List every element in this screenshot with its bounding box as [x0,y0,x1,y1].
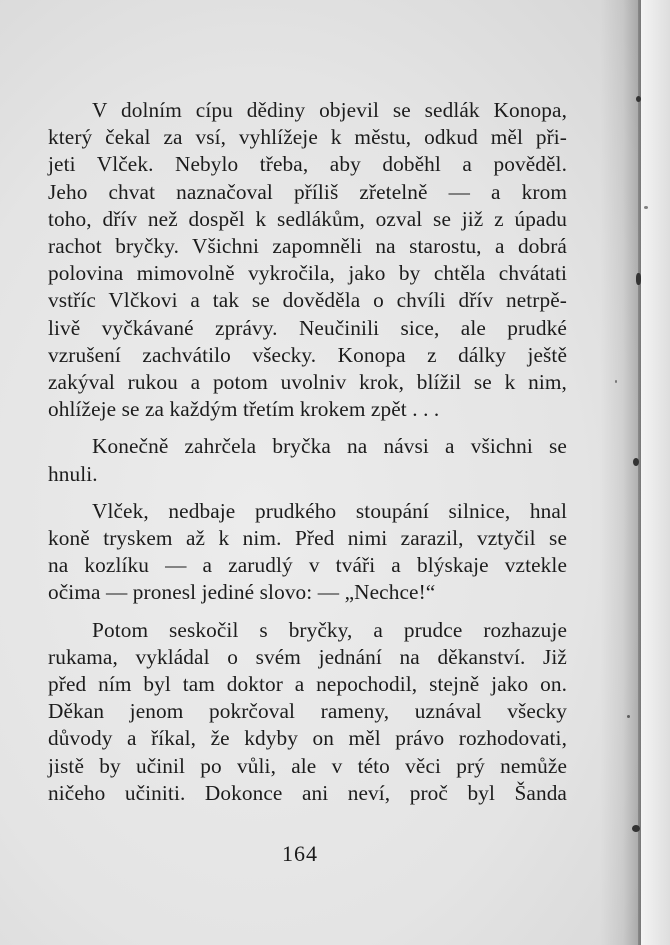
paragraph-2 [48,433,567,487]
paper-speck [632,825,640,832]
text-line: koně tryskem až k nim. Před nimi zarazil, vztyčil se [48,526,567,551]
text-line: Potom seskočil s bryčky, a prudce rozhazuje [92,617,567,642]
body-text [48,97,567,807]
text-line: Jeho chvat naznačoval příliš zřetelně — a krom [48,179,567,204]
text-line: vstříc Vlčkovi a tak se dověděla o chvíli dřív netrpě- [48,288,567,313]
text-line: Konečně zahrčela bryčka na návsi a všichni se [92,434,567,459]
text-line: hnuli. [48,461,98,486]
text-line: rachot bryčky. Všichni zapomněli na starostu, a dobrá [48,234,567,259]
text-line: vzrušení zachvátilo všecky. Konopa z dálky ještě [48,342,567,367]
text-line: rukama, vykládal o svém jednání na děkanství. Již [48,644,567,669]
paragraph-1 [48,97,567,423]
paper-speck [633,458,639,466]
paper-speck [627,715,630,718]
text-line: jistě by učinil po vůli, ale v této věci prý nemůže [48,753,567,778]
text-line: důvody a říkal, že kdyby on měl právo rozhodovati, [48,726,567,751]
paragraph-3 [48,498,567,607]
paragraph-4 [48,617,567,807]
text-line: Vlček, nedbaje prudkého stoupání silnice, hnal [92,498,567,523]
paper-speck [615,380,617,383]
text-line: očima — pronesl jediné slovo: — „Nechce!“ [48,580,436,605]
text-line: před ním byl tam doktor a nepochodil, stejně jako on. [48,672,567,697]
paper-speck [636,96,641,102]
text-line: toho, dřív než dospěl k sedlákům, ozval se již z úpadu [48,206,567,231]
text-line: jeti Vlček. Nebylo třeba, aby doběhl a pověděl. [48,152,567,177]
paper-speck [636,273,641,285]
text-line: Děkan jenom pokrčoval rameny, uznával všecky [48,699,567,724]
next-page-edge [641,0,670,945]
text-line: livě vyčkávané zprávy. Neučinili sice, ale prudké [48,315,567,340]
text-line: polovina mimovolně vykročila, jako by chtěla chvátati [48,261,567,286]
gutter-shadow [600,0,642,945]
text-line: na kozlíku — a zarudlý v tváři a blýskaje vztekle [48,553,567,578]
text-line: ohlížeje se za každým třetím krokem zpět . . . [48,397,440,422]
text-line: V dolním cípu dědiny objevil se sedlák Konopa, [92,98,567,122]
page-number: 164 [282,841,318,866]
text-line: zakýval rukou a potom uvolniv krok, blížil se k nim, [48,370,567,395]
paper-speck [644,206,648,209]
text-line: který čekal za vsí, vyhlížeje k městu, odkud měl při- [48,125,567,150]
text-line: ničeho učiniti. Dokonce ani neví, proč byl Šanda [48,780,567,805]
